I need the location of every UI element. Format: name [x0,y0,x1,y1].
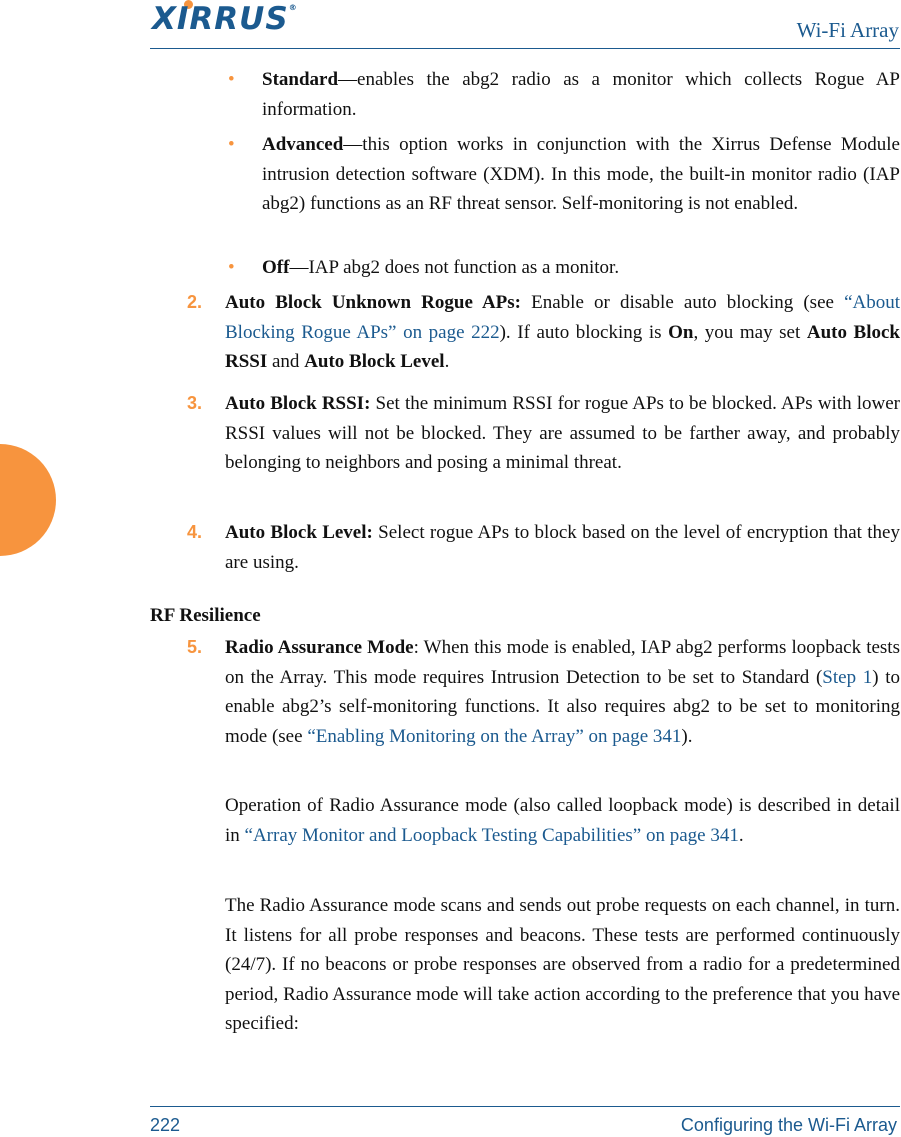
bold-on: On [668,321,694,343]
step-text: ) to enable abg2’s self-monitoring functions. It also requires abg2 to be set to monitoring mode (see [225,666,900,747]
bullet-term: Off [262,257,290,278]
step-auto-block-unknown [225,288,900,377]
header-title: Wi-Fi Array [796,18,899,42]
link-enabling-monitoring[interactable]: “Enabling Monitoring on the Array” on page 341 [307,725,682,747]
chapter-side-tab [0,444,56,556]
step-number: 4. [187,522,203,542]
logo-registered-mark: ® [288,3,298,12]
step-text: . [444,351,450,372]
header-rule [150,48,900,49]
step-text: ). If auto blocking is [499,321,669,343]
bullet-marker: • [228,134,235,155]
step-text: Select rogue APs to block based on the level of encryption that they are using. [225,522,900,573]
logo-text: XIRRUS [152,1,289,37]
step-number: 5. [187,637,203,657]
bullet-text: —IAP abg2 does not function as a monitor. [289,257,620,278]
step-text: Enable or disable auto blocking (see [521,292,845,313]
link-step-1[interactable]: Step 1 [822,666,873,688]
paragraph-text: Operation of Radio Assurance mode (also called loopback mode) is described in detail in [225,795,900,846]
step-number: 2. [187,292,203,312]
section-heading: RF Resilience [150,605,261,626]
step-text: : When this mode is enabled, IAP abg2 performs loopback tests on the Array. This mode requires Intrusion Detection to be set to Standard ( [225,637,900,688]
paragraph-radio-assurance-scans: The Radio Assurance mode scans and sends out probe requests on each channel, in turn. It listens for all probe responses and beacons. These tests are performed continuously (24/7). If no beacons or probe responses are observed from a radio for a predetermined period, Radio Assurance mode will take action according to the preference that you have specified: [225,895,900,1034]
bullet-advanced [262,130,900,219]
step-auto-block-rssi [225,389,900,478]
link-about-blocking[interactable]: “About Blocking Rogue APs” on page 222 [225,292,900,343]
bullet-term: Advanced [262,134,344,155]
link-array-monitor-loopback[interactable]: “Array Monitor and Loopback Testing Capabilities” on page 341 [244,824,739,846]
bullet-text: —enables the abg2 radio as a monitor which collects Rogue AP information. [262,69,900,120]
step-text: , you may set [693,321,807,343]
paragraph-operation [225,791,900,850]
bullet-term: Standard [262,69,339,90]
bullet-marker: • [228,69,235,90]
bold-auto-block-level: Auto Block Level [304,351,445,372]
footer-page-number: 222 [150,1115,181,1135]
step-term: Auto Block Unknown Rogue APs: [225,292,521,313]
step-term: Radio Assurance Mode [225,637,414,658]
bullet-text: —this option works in conjunction with the Xirrus Defense Module intrusion detection software (XDM). In this mode, the built-in monitor radio (IAP abg2) functions as an RF threat sensor. Self-monitoring is not enabled. [262,134,900,214]
step-term: Auto Block Level: [225,522,373,543]
paragraph-text: . [738,824,744,846]
footer-section-title: Configuring the Wi-Fi Array [680,1115,897,1135]
bullet-off [262,253,900,283]
xirrus-logo [152,1,298,37]
step-auto-block-level [225,518,900,577]
step-number: 3. [187,393,203,413]
step-text: ). [681,725,693,747]
bullet-standard [262,65,900,124]
step-term: Auto Block RSSI: [225,393,371,414]
bold-auto-block-rssi: Auto Block RSSI [225,321,900,372]
step-text: and [267,351,305,372]
footer-rule [150,1106,900,1107]
step-radio-assurance [225,633,900,751]
bullet-marker: • [228,257,235,278]
step-text: Set the minimum RSSI for rogue APs to be blocked. APs with lower RSSI values will not be blocked. They are assumed to be farther away, and probably belonging to neighbors and posing a minimal threat. [225,393,900,473]
